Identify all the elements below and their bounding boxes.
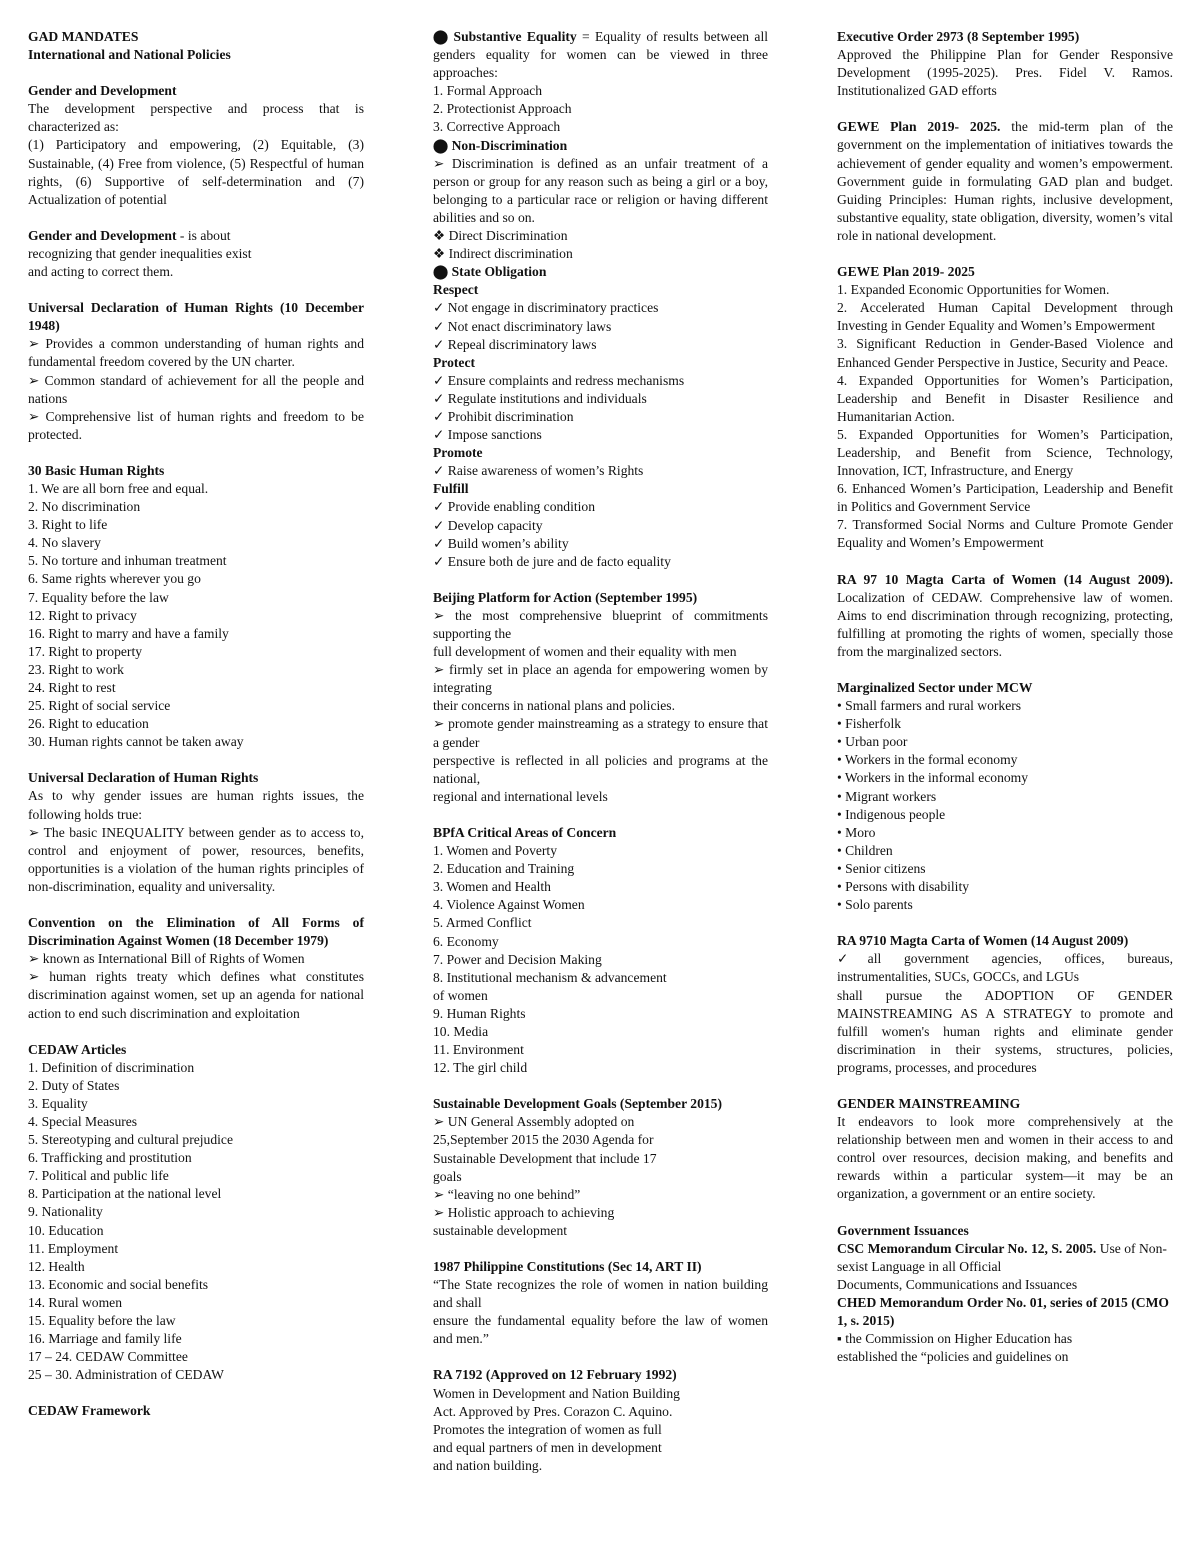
lead-heading: ⬤ Substantive Equality	[433, 29, 577, 44]
heading: Convention on the Elimination of All Forms of Discrimination Against Women (18 December 1979)	[28, 915, 364, 949]
text-line	[837, 571, 1173, 661]
text-line: 4. No slavery	[28, 535, 101, 551]
heading: Gender and Development	[28, 83, 177, 99]
text-line: 9. Human Rights	[433, 1005, 526, 1021]
section	[837, 571, 1173, 661]
text-line: • Indigenous people	[837, 806, 946, 822]
heading: Protect	[433, 354, 476, 370]
text-line: ✓ Impose sanctions	[433, 427, 542, 443]
text-line: ▪ the Commission on Higher Education has	[837, 1331, 1073, 1347]
heading: ⬤ Non-Discrimination	[433, 137, 568, 153]
text-line: 16. Right to marry and have a family	[28, 625, 229, 641]
text-line: and equal partners of men in development	[433, 1439, 662, 1455]
text-line: ➢ Common standard of achievement for all the people and nations	[28, 372, 364, 406]
text: Use of Non-sexist Language in all Official	[837, 1240, 1167, 1274]
text-line: 2. No discrimination	[28, 499, 141, 515]
text-line: 7. Equality before the law	[28, 589, 169, 605]
text-line: 1. Women and Poverty	[433, 843, 558, 859]
text-line: 25 – 30. Administration of CEDAW	[28, 1367, 225, 1383]
text-line: ➢ human rights treaty which defines what constitutes discrimination against women, set up an agenda for national action to end such discrimination and exploitation	[28, 969, 364, 1021]
text-line: 7. Transformed Social Norms and Culture Promote Gender Equality and Women’s Empowerment	[837, 517, 1173, 551]
text-line: • Migrant workers	[837, 788, 937, 804]
heading: Executive Order 2973 (8 September 1995)	[837, 29, 1080, 44]
column-1	[28, 28, 364, 1438]
text-line: 10. Media	[433, 1023, 489, 1039]
text-line: 2. Accelerated Human Capital Development through Investing in Gender Equality and Women’s Empowerment	[837, 300, 1173, 334]
text-line: their concerns in national plans and policies.	[433, 698, 675, 714]
text-line: ❖ Direct Discrimination	[433, 228, 568, 244]
text-line: • Moro	[837, 824, 876, 840]
heading: Universal Declaration of Human Rights	[28, 770, 259, 786]
text-line: shall pursue the ADOPTION OF GENDER MAINSTREAMING AS A STRATEGY to promote and fulfill women's human rights and eliminate gender discrimination in their systems, structures, policies, programs, processes, and procedures	[837, 987, 1173, 1075]
text-line: ➢ Comprehensive list of human rights and freedom to be protected.	[28, 408, 364, 442]
text-line: Approved the Philippine Plan for Gender Responsive Development (1995-2025). Pres. Fidel V. Ramos. Institutionalized GAD efforts	[837, 47, 1173, 99]
text-line: 5. No torture and inhuman treatment	[28, 553, 227, 569]
text-line: 3. Corrective Approach	[433, 119, 561, 135]
column-3	[837, 28, 1173, 1384]
text-line: ➢ “leaving no one behind”	[433, 1186, 581, 1202]
heading: Sustainable Development Goals (September 2015)	[433, 1096, 722, 1112]
section	[433, 1095, 768, 1240]
text-line: perspective is reflected in all policies and programs at the national,	[433, 752, 768, 786]
text-line: ✓ Provide enabling condition	[433, 499, 596, 515]
section	[433, 589, 768, 806]
text-line	[433, 28, 768, 82]
text-line: 25. Right of social service	[28, 698, 171, 714]
section	[28, 914, 364, 1023]
section	[28, 462, 364, 752]
text-line: ➢ firmly set in place an agenda for empowering women by integrating	[433, 662, 768, 696]
text-line	[28, 227, 364, 245]
text-line: Promotes the integration of women as full	[433, 1421, 662, 1437]
section	[837, 28, 1173, 100]
section	[837, 1095, 1173, 1204]
text-line: Women in Development and Nation Building	[433, 1385, 680, 1401]
text-line: ✓ Not engage in discriminatory practices	[433, 300, 659, 316]
heading: Universal Declaration of Human Rights (10 December 1948)	[28, 300, 364, 334]
text-line: 11. Environment	[433, 1042, 524, 1058]
text-line: established the “policies and guidelines on	[837, 1349, 1069, 1365]
lead-heading: RA 97 10 Magta Carta of Women (14 August 2009).	[837, 571, 1173, 587]
lead-heading: GEWE Plan 2019- 2025.	[837, 119, 1001, 135]
text-line: ✓ Ensure both de jure and de facto equality	[433, 553, 671, 569]
text-line: and acting to correct them.	[28, 264, 174, 280]
text-line: 5. Armed Conflict	[433, 915, 532, 931]
text-line: 15. Equality before the law	[28, 1313, 176, 1328]
text: = Equality of results between all genders equality for women can be viewed in three approaches:	[433, 29, 768, 81]
text-line: • Senior citizens	[837, 860, 926, 876]
section	[28, 82, 364, 209]
text-line: regional and international levels	[433, 788, 608, 804]
text-line: 8. Institutional mechanism & advancement	[433, 969, 667, 985]
text-line: 3. Equality	[28, 1095, 88, 1111]
text-line: • Small farmers and rural workers	[837, 698, 1022, 714]
heading: Fulfill	[433, 481, 469, 497]
text-line: 1. Expanded Economic Opportunities for Women.	[837, 282, 1110, 298]
text-line: ✓ Build women’s ability	[433, 535, 569, 551]
text-line: ✓ Prohibit discrimination	[433, 408, 574, 424]
heading: RA 7192 (Approved on 12 February 1992)	[433, 1367, 677, 1383]
text-line: It endeavors to look more comprehensively at the relationship between men and women in their access to and control over resources, decision making, and benefits and rewards within a particular system—it may be an organization, a government or an entire society.	[837, 1114, 1173, 1202]
text-line: 3. Significant Reduction in Gender-Based Violence and Enhanced Gender Perspective in Justice, Security and Peace.	[837, 336, 1173, 370]
text-line	[837, 1240, 1173, 1276]
text-line: 2. Education and Training	[433, 861, 575, 877]
heading: Respect	[433, 282, 479, 298]
text-line: 14. Rural women	[28, 1294, 123, 1310]
text-line: ✓ Raise awareness of women’s Rights	[433, 463, 644, 479]
text-line: of women	[433, 987, 488, 1003]
text-line: 12. Right to privacy	[28, 607, 137, 623]
text-line: • Persons with disability	[837, 879, 970, 895]
text-line: 6. Economy	[433, 933, 499, 949]
text-line: 25,September 2015 the 2030 Agenda for	[433, 1132, 654, 1148]
section	[837, 118, 1173, 245]
heading: International and National Policies	[28, 47, 231, 63]
section	[837, 679, 1173, 914]
text-line: (1) Participatory and empowering, (2) Equitable, (3) Sustainable, (4) Free from violence, (5) Respectful of human rights, (6) Supportive of self-determination and (7) Actualization of potential	[28, 137, 364, 207]
text-line: • Workers in the formal economy	[837, 752, 1018, 768]
text-line: sustainable development	[433, 1222, 568, 1238]
text-line: • Children	[837, 842, 893, 858]
text-line: 5. Stereotyping and cultural prejudice	[28, 1132, 233, 1148]
text-line: 2. Duty of States	[28, 1077, 120, 1093]
section	[28, 1041, 364, 1385]
text-line: 9. Nationality	[28, 1204, 103, 1220]
text-line: Act. Approved by Pres. Corazon C. Aquino.	[433, 1403, 673, 1419]
text-line: ➢ Holistic approach to achieving	[433, 1204, 615, 1220]
text-line: ✓all government agencies, offices, bureaus, instrumentalities, SUCs, GOCCs, and LGUs	[837, 951, 1173, 985]
text-line: 1. Definition of discrimination	[28, 1059, 195, 1075]
text-line: 16. Marriage and family life	[28, 1331, 182, 1347]
section	[28, 28, 364, 64]
text-line: 4. Expanded Opportunities for Women’s Participation, Leadership and Benefit in Disaster Resilience and Humanitarian Action.	[837, 372, 1173, 424]
text-line: ➢ UN General Assembly adopted on	[433, 1114, 635, 1130]
text-line: goals	[433, 1168, 462, 1184]
text-line: ➢ promote gender mainstreaming as a strategy to ensure that a gender	[433, 716, 768, 750]
text-line: 3. Women and Health	[433, 879, 551, 895]
text-line: 1. Formal Approach	[433, 83, 543, 99]
text-line: ✓ Regulate institutions and individuals	[433, 390, 647, 406]
text-line: • Urban poor	[837, 734, 908, 750]
heading: Beijing Platform for Action (September 1995)	[433, 589, 698, 605]
section	[28, 299, 364, 444]
heading: 30 Basic Human Rights	[28, 462, 165, 478]
heading: GAD MANDATES	[28, 29, 139, 44]
text-line: 6. Trafficking and prostitution	[28, 1150, 192, 1166]
section	[433, 1258, 768, 1348]
text-line: 5. Expanded Opportunities for Women’s Participation, Leadership, and Benefit from Science, Technology, Innovation, ICT, Infrastructure, and Energy	[837, 426, 1173, 479]
text-line: • Workers in the informal economy	[837, 770, 1029, 786]
section	[433, 824, 768, 1077]
column-2	[433, 28, 768, 1493]
text-line: 12. Health	[28, 1258, 85, 1274]
text-line: 23. Right to work	[28, 661, 124, 677]
text-line: ensure the fundamental equality before the law of women and men.”	[433, 1313, 768, 1347]
heading: Marginalized Sector under MCW	[837, 680, 1033, 695]
section	[433, 28, 768, 571]
heading: GEWE Plan 2019- 2025	[837, 264, 975, 280]
text-line: 3. Right to life	[28, 517, 108, 533]
text-line: 17 – 24. CEDAW Committee	[28, 1349, 188, 1365]
text-line: 30. Human rights cannot be taken away	[28, 734, 244, 750]
text-line: • Fisherfolk	[837, 716, 902, 732]
lead-heading: Gender and Development	[28, 227, 177, 243]
text: - is about	[176, 227, 231, 243]
text-line: Sustainable Development that include 17	[433, 1150, 657, 1166]
section	[837, 263, 1173, 553]
text-line: recognizing that gender inequalities exist	[28, 245, 252, 261]
text-line: ✓ Repeal discriminatory laws	[433, 336, 597, 352]
section	[837, 1222, 1173, 1367]
text: the mid-term plan of the government on the implementation of initiatives towards the achievement of gender equality and women’s empowerment. Government guide in formulating GAD plan and budget. Guiding Principles: Human rights, inclusive development, substantive equality, state obligation, diversity, women’s vital role in national development.	[837, 119, 1173, 243]
text-line: ➢ The basic INEQUALITY between gender as to access to, control and enjoyment of power, resources, benefits, opportunities is a violation of the human rights principles of non-discrimination, equality and universality.	[28, 824, 364, 894]
text-line: 4. Violence Against Women	[433, 897, 585, 913]
text-line: The development perspective and process that is characterized as:	[28, 101, 364, 135]
section	[28, 227, 364, 281]
text-line: 12. The girl child	[433, 1060, 528, 1076]
text-line: 1. We are all born free and equal.	[28, 480, 209, 496]
heading: ⬤ State Obligation	[433, 264, 547, 280]
text-line: ➢ Provides a common understanding of human rights and fundamental freedom covered by the UN charter.	[28, 336, 364, 370]
text-line: ✓ Ensure complaints and redress mechanisms	[433, 372, 685, 388]
text-line: “The State recognizes the role of women in nation building and shall	[433, 1277, 768, 1311]
text-line: ✓ Develop capacity	[433, 517, 543, 533]
heading: 1987 Philippine Constitutions (Sec 14, ART II)	[433, 1259, 702, 1274]
text-line: • Solo parents	[837, 897, 913, 913]
text-line: 2. Protectionist Approach	[433, 101, 572, 117]
heading: CHED Memorandum Order No. 01, series of 2015 (CMO 1, s. 2015)	[837, 1294, 1169, 1328]
text-line: ✓ Not enact discriminatory laws	[433, 318, 612, 334]
lead-heading: CSC Memorandum Circular No. 12, S. 2005.	[837, 1240, 1097, 1256]
heading: CEDAW Framework	[28, 1403, 151, 1419]
heading: GENDER MAINSTREAMING	[837, 1095, 1021, 1111]
text-line: Documents, Communications and Issuances	[837, 1276, 1078, 1292]
text-line: 7. Power and Decision Making	[433, 951, 602, 967]
section	[28, 1402, 364, 1420]
text-line: As to why gender issues are human rights issues, the following holds true:	[28, 788, 364, 822]
heading: RA 9710 Magta Carta of Women (14 August 2009)	[837, 933, 1129, 949]
heading: BPfA Critical Areas of Concern	[433, 824, 617, 840]
text-line: 6. Same rights wherever you go	[28, 571, 201, 587]
text-line: 10. Education	[28, 1222, 104, 1238]
text-line: and nation building.	[433, 1457, 543, 1473]
text: Localization of CEDAW. Comprehensive law of women. Aims to end discrimination through recognizing, protecting, fulfilling at promoting the rights of women, specially those from the marginalized sectors.	[837, 589, 1173, 659]
text-line: 11. Employment	[28, 1240, 119, 1256]
section	[28, 769, 364, 896]
text-line: 7. Political and public life	[28, 1168, 169, 1184]
text-line: 24. Right to rest	[28, 680, 116, 695]
heading: Government Issuances	[837, 1222, 969, 1238]
text-line: ➢ the most comprehensive blueprint of commitments supporting the	[433, 607, 768, 641]
text-line: 8. Participation at the national level	[28, 1186, 222, 1202]
text-line	[837, 118, 1173, 245]
text-line: 4. Special Measures	[28, 1113, 138, 1129]
text-line: 6. Enhanced Women’s Participation, Leadership and Benefit in Politics and Government Service	[837, 481, 1173, 515]
text-line: full development of women and their equality with men	[433, 644, 737, 660]
section	[837, 932, 1173, 1077]
heading: Promote	[433, 445, 483, 461]
text-line: ➢ Discrimination is defined as an unfair treatment of a person or group for any reason such as being a girl or a boy, belonging to a particular race or religion or having different abilities and so on.	[433, 155, 768, 225]
text-line: 26. Right to education	[28, 716, 149, 732]
text-line: 13. Economic and social benefits	[28, 1276, 209, 1292]
text-line: ❖ Indirect discrimination	[433, 246, 573, 262]
section	[433, 1366, 768, 1475]
text-line: 17. Right to property	[28, 643, 143, 659]
text-line: ➢ known as International Bill of Rights of Women	[28, 951, 305, 967]
heading: CEDAW Articles	[28, 1041, 127, 1057]
